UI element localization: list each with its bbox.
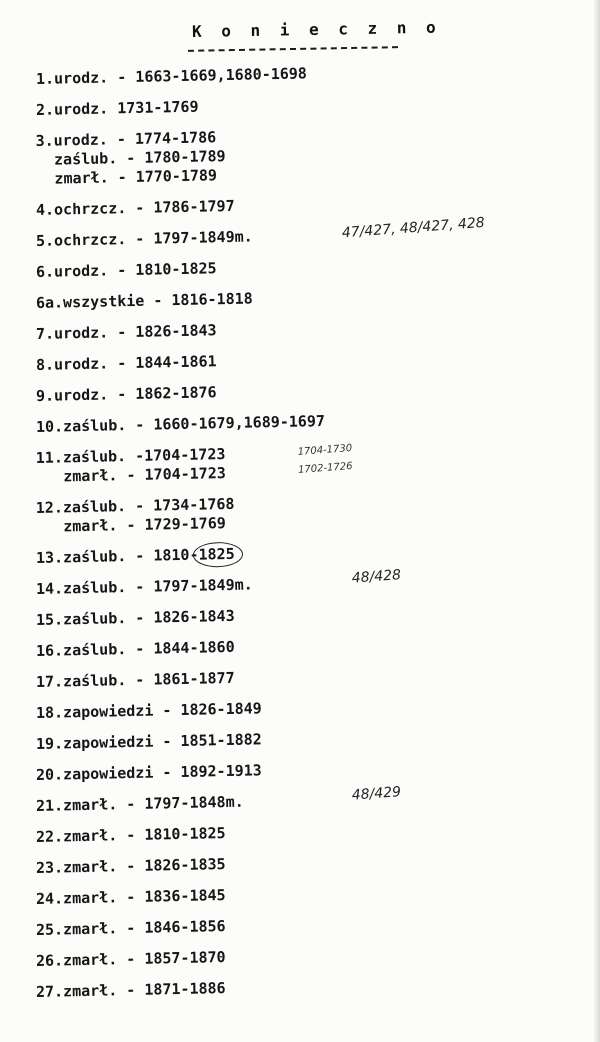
entry-line: 16.zaślub. - 1844-1860 [35, 637, 235, 660]
entry-line: 11.zaślub. -1704-1723 [35, 445, 226, 468]
entry-line: 3.urodz. - 1774-1786 [35, 128, 217, 151]
handwritten-note: 48/428 [351, 567, 402, 587]
register-entry [36, 692, 596, 723]
entry-line: 21.zmarł. - 1797-1848m. [35, 792, 244, 815]
register-entry [36, 406, 596, 437]
handwritten-note: 1702-1726 [297, 460, 353, 476]
register-entry [35, 214, 596, 251]
entry-line: 15.zaślub. - 1826-1843 [35, 606, 235, 629]
register-entry [36, 909, 596, 940]
page-title: K o n i e c z n o [191, 17, 441, 41]
register-entry [36, 599, 596, 630]
entry-line: zmarł. - 1770-1789 [36, 166, 218, 188]
entry-line: 9.urodz. - 1862-1876 [35, 383, 217, 405]
page-edge-shadow [593, 0, 600, 1042]
register-entry [36, 344, 596, 375]
entry-line: 19.zapowiedzi - 1851-1882 [35, 730, 262, 753]
register-entry [36, 251, 596, 282]
register-entry [36, 568, 596, 599]
register-entry [36, 661, 596, 692]
handwritten-note: 1704-1730 [297, 442, 353, 458]
register-entry [36, 878, 596, 909]
register-entry [35, 120, 596, 189]
entry-line: 26.zmarł. - 1857-1870 [35, 948, 226, 970]
entry-line: 20.zapowiedzi - 1892-1913 [35, 761, 262, 784]
register-entry [36, 537, 596, 568]
register-entry [36, 940, 596, 971]
entry-line: 5.ochrzcz. - 1797-1849m. [35, 227, 253, 250]
entry-line: 25.zmarł. - 1846-1856 [35, 917, 226, 939]
entry-line: 1.urodz. - 1663-1669,1680-1698 [35, 64, 308, 88]
entry-line: zaślub. - 1780-1789 [35, 147, 226, 169]
entry-line: 22.zmarł. - 1810-1825 [35, 824, 226, 846]
entry-line: 14.zaślub. - 1797-1849m. [35, 575, 253, 598]
entry-line: 13.zaślub. - 1810-1825 [35, 544, 235, 567]
register-entry [36, 282, 596, 313]
register-entry [36, 375, 596, 406]
register-entry [36, 89, 596, 120]
entry-line: 4.ochrzcz. - 1786-1797 [35, 196, 235, 219]
register-entry [36, 816, 596, 847]
register-entry [36, 723, 596, 754]
register-entry [36, 785, 596, 816]
entry-line: 6.urodz. - 1810-1825 [35, 259, 217, 281]
title-underline [188, 46, 398, 52]
register-entry [36, 437, 597, 487]
entry-line: 23.zmarł. - 1826-1835 [35, 855, 226, 877]
entry-line: 27.zmarł. - 1871-1886 [35, 979, 226, 1001]
handwritten-note: 47/427, 48/427, 428 [341, 214, 486, 242]
entry-line: 7.urodz. - 1826-1843 [35, 321, 217, 343]
register-entry [36, 58, 596, 89]
entry-line: 8.urodz. - 1844-1861 [35, 352, 217, 374]
entry-line: 6a.wszystkie - 1816-1818 [35, 289, 253, 312]
register-entry [36, 487, 597, 537]
entry-line: 17.zaślub. - 1861-1877 [35, 668, 235, 691]
register-entry [36, 189, 596, 220]
register-entry [36, 847, 596, 878]
entry-line: 18.zapowiedzi - 1826-1849 [35, 699, 262, 722]
register-list [35, 64, 596, 1020]
register-entry [36, 630, 596, 661]
entry-line: zmarł. - 1729-1769 [36, 514, 226, 536]
entry-line: 24.zmarł. - 1836-1845 [35, 886, 226, 908]
entry-line: 2.urodz. 1731-1769 [35, 97, 199, 119]
entry-line: 12.zaślub. - 1734-1768 [35, 494, 235, 518]
register-entry [36, 313, 596, 344]
entry-line: zmarł. - 1704-1723 [36, 464, 226, 486]
register-entry [36, 754, 596, 785]
entry-line: 10.zaślub. - 1660-1679,1689-1697 [35, 411, 326, 436]
register-entry [36, 971, 596, 1002]
handwritten-note: 48/429 [351, 784, 402, 804]
